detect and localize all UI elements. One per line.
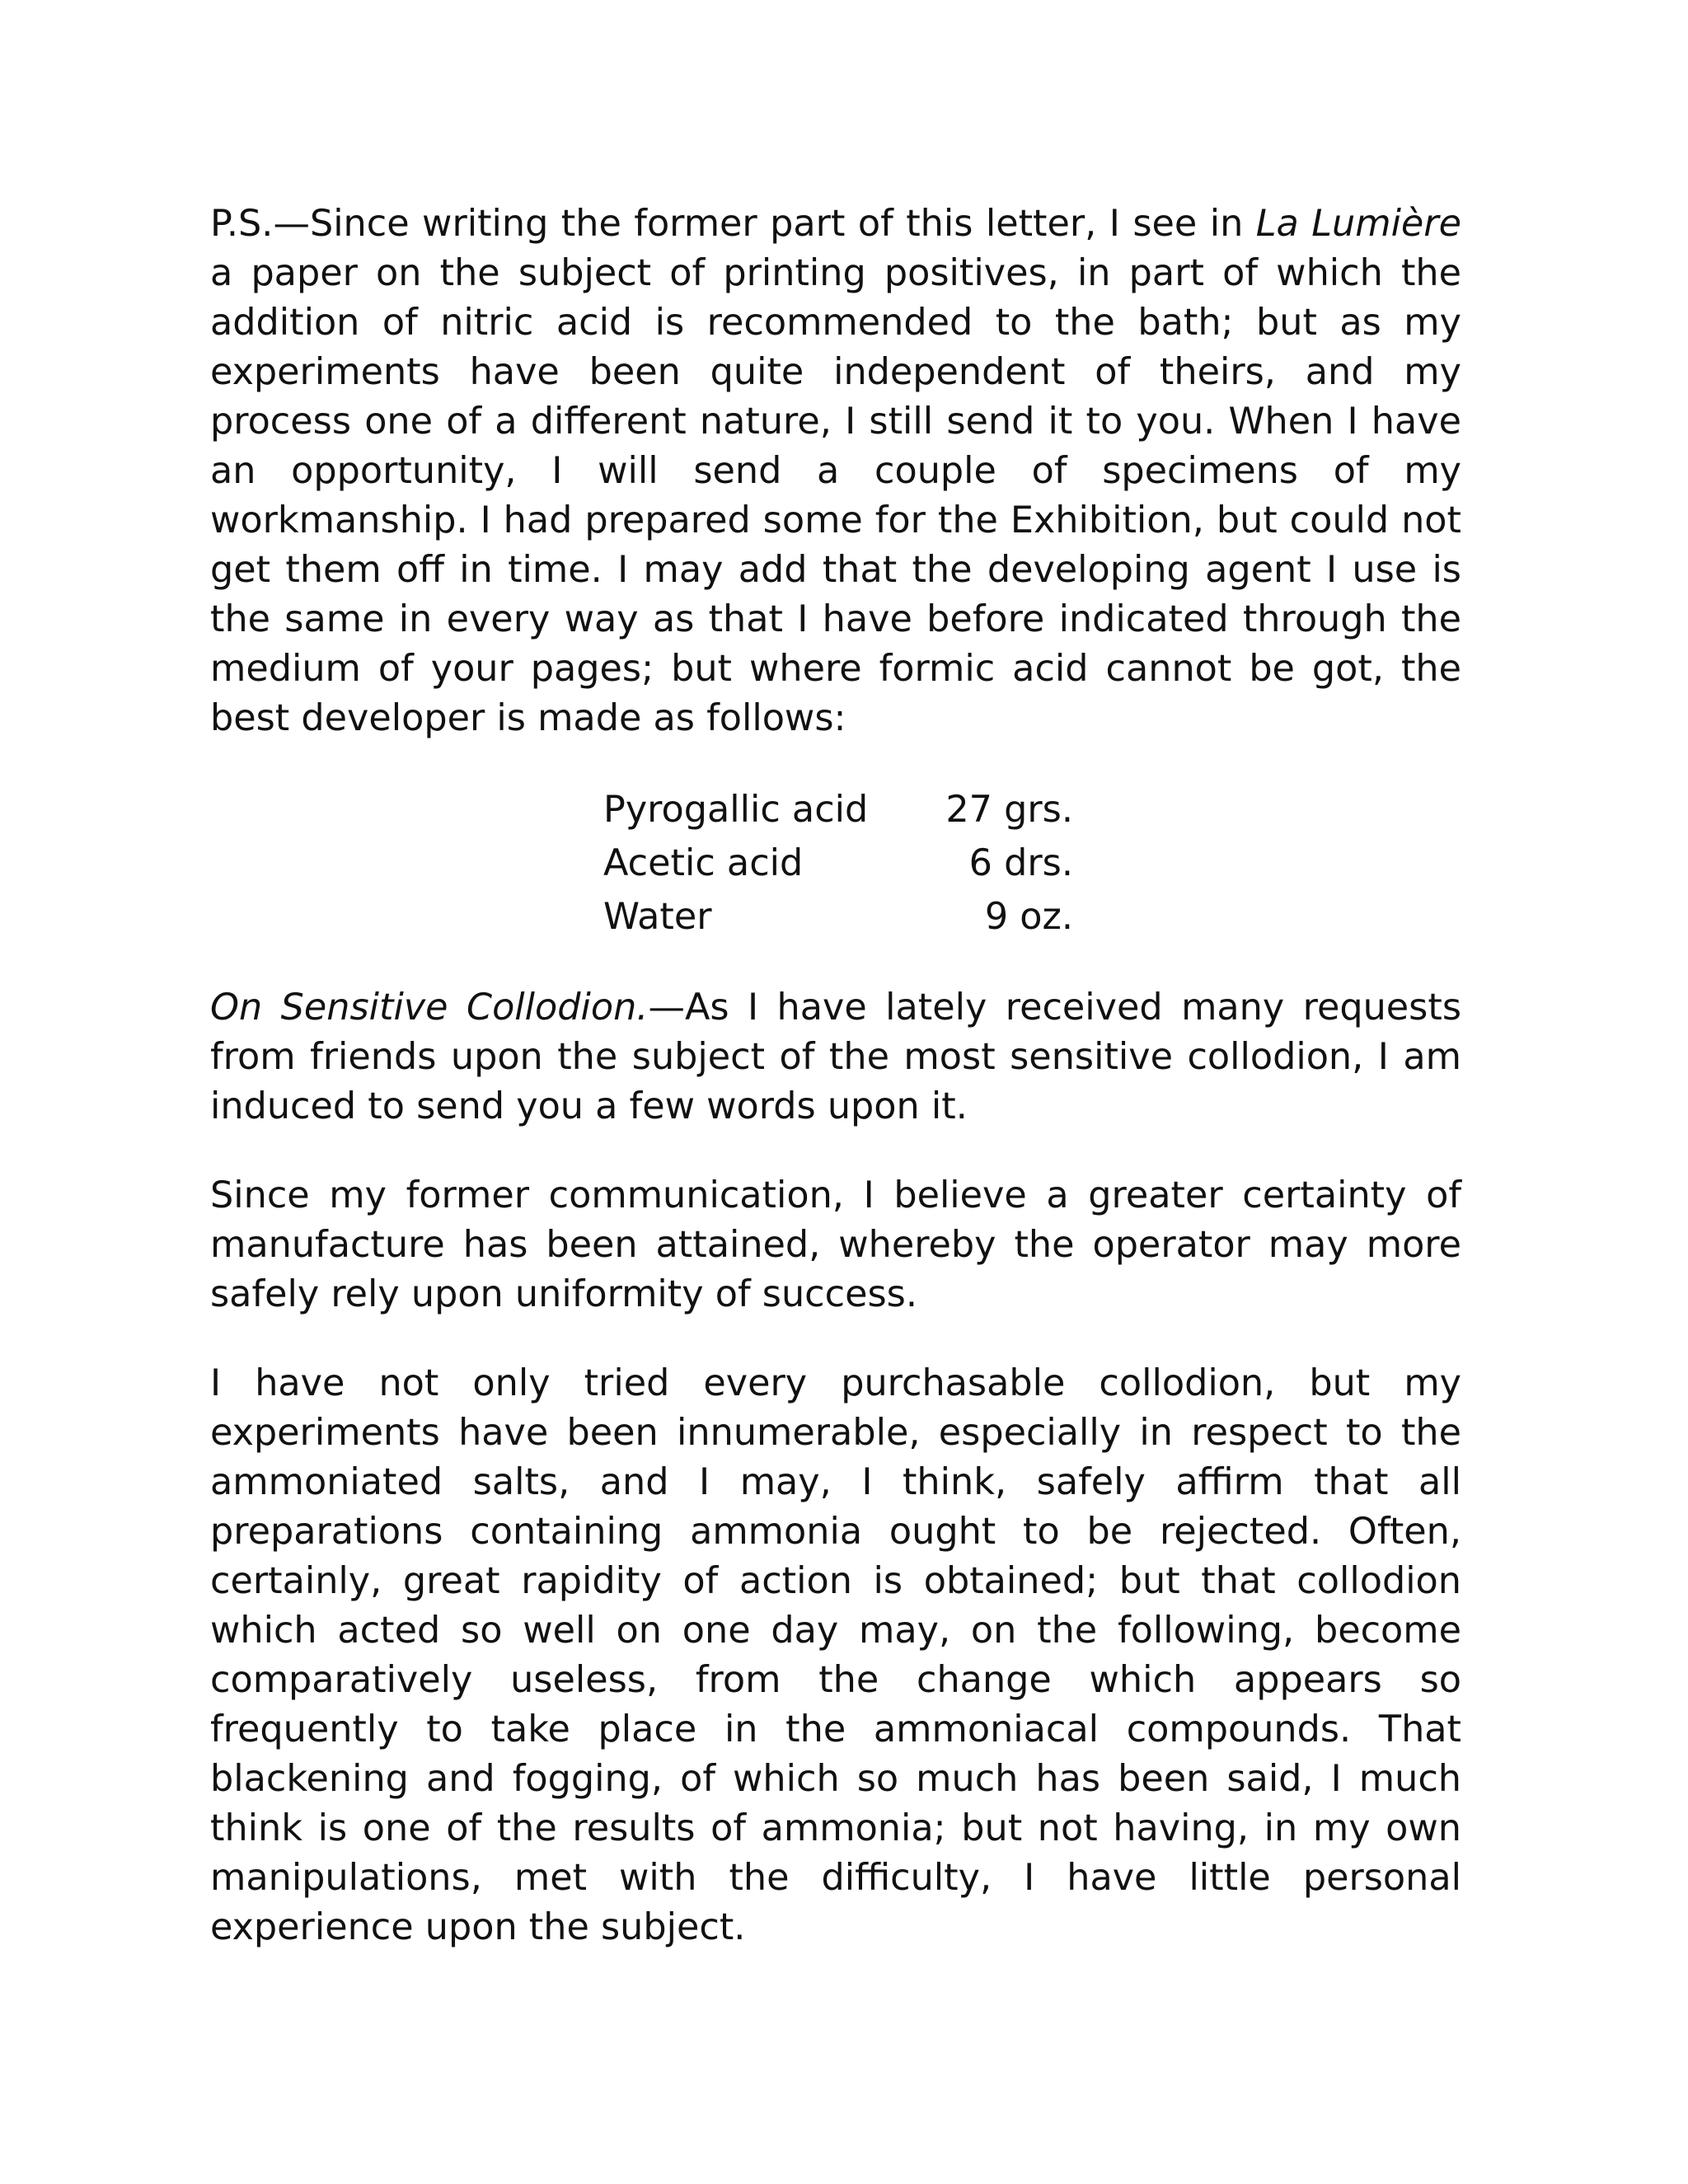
developer-recipe-table — [603, 783, 1073, 944]
journal-title: La Lumière — [1255, 203, 1461, 245]
postscript-paragraph — [210, 199, 1461, 743]
recipe-row — [603, 890, 1073, 944]
section-heading: On Sensitive Collodion. — [210, 987, 649, 1029]
recipe-ingredient: Water — [603, 896, 712, 938]
recipe-quantity: 9 oz. — [984, 896, 1073, 938]
recipe-row — [603, 783, 1073, 837]
section-intro: —As I have lately received many requests from friends upon the subject of the most sensitive collodion, I am induced to send you a few words upon it. — [210, 987, 1461, 1127]
postscript-text: a paper on the subject of printing positives, in part of which the addition of nitric acid is recommended to the bath; but as my experiments have been quite independent of theirs, and my process one of a different nature, I still send it to you. When I have an opportunity, I will send a couple of specimens of my workmanship. I had prepared some for the Exhibition, but could not get them off in time. I may add that the developing agent I use is the same in every way as that I have before indicated through the medium of your pages; but where formic acid cannot be got, the best developer is made as follows: — [210, 252, 1461, 739]
recipe-quantity: 6 drs. — [968, 842, 1073, 884]
body-paragraph: Since my former communication, I believe a greater certainty of manufacture has been attained, whereby the operator may more safely rely upon uniformity of success. — [210, 1174, 1461, 1315]
recipe-ingredient: Pyrogallic acid — [603, 789, 869, 831]
document-page — [210, 199, 1461, 1952]
sensitive-collodion-paragraph — [210, 983, 1461, 1132]
postscript-lead: P.S.—Since writing the former part of this letter, I see in — [210, 203, 1256, 245]
recipe-quantity: 27 grs. — [945, 789, 1073, 831]
body-paragraph: I have not only tried every purchasable collodion, but my experiments have been innumerable, especially in respect to the ammoniated salts, and I may, I think, safely affirm that all preparations containing ammonia ought to be rejected. Often, certainly, great rapidity of action is obtained; but that collodion which acted so well on one day may, on the following, become comparatively useless, from the change which appears so frequently to take place in the ammoniacal compounds. That blackening and fogging, of which so much has been said, I much think is one of the results of ammonia; but not having, in my own manipulations, met with the difficulty, I have little personal experience upon the subject. — [210, 1362, 1461, 1948]
recipe-row — [603, 837, 1073, 890]
recipe-ingredient: Acetic acid — [603, 842, 804, 884]
